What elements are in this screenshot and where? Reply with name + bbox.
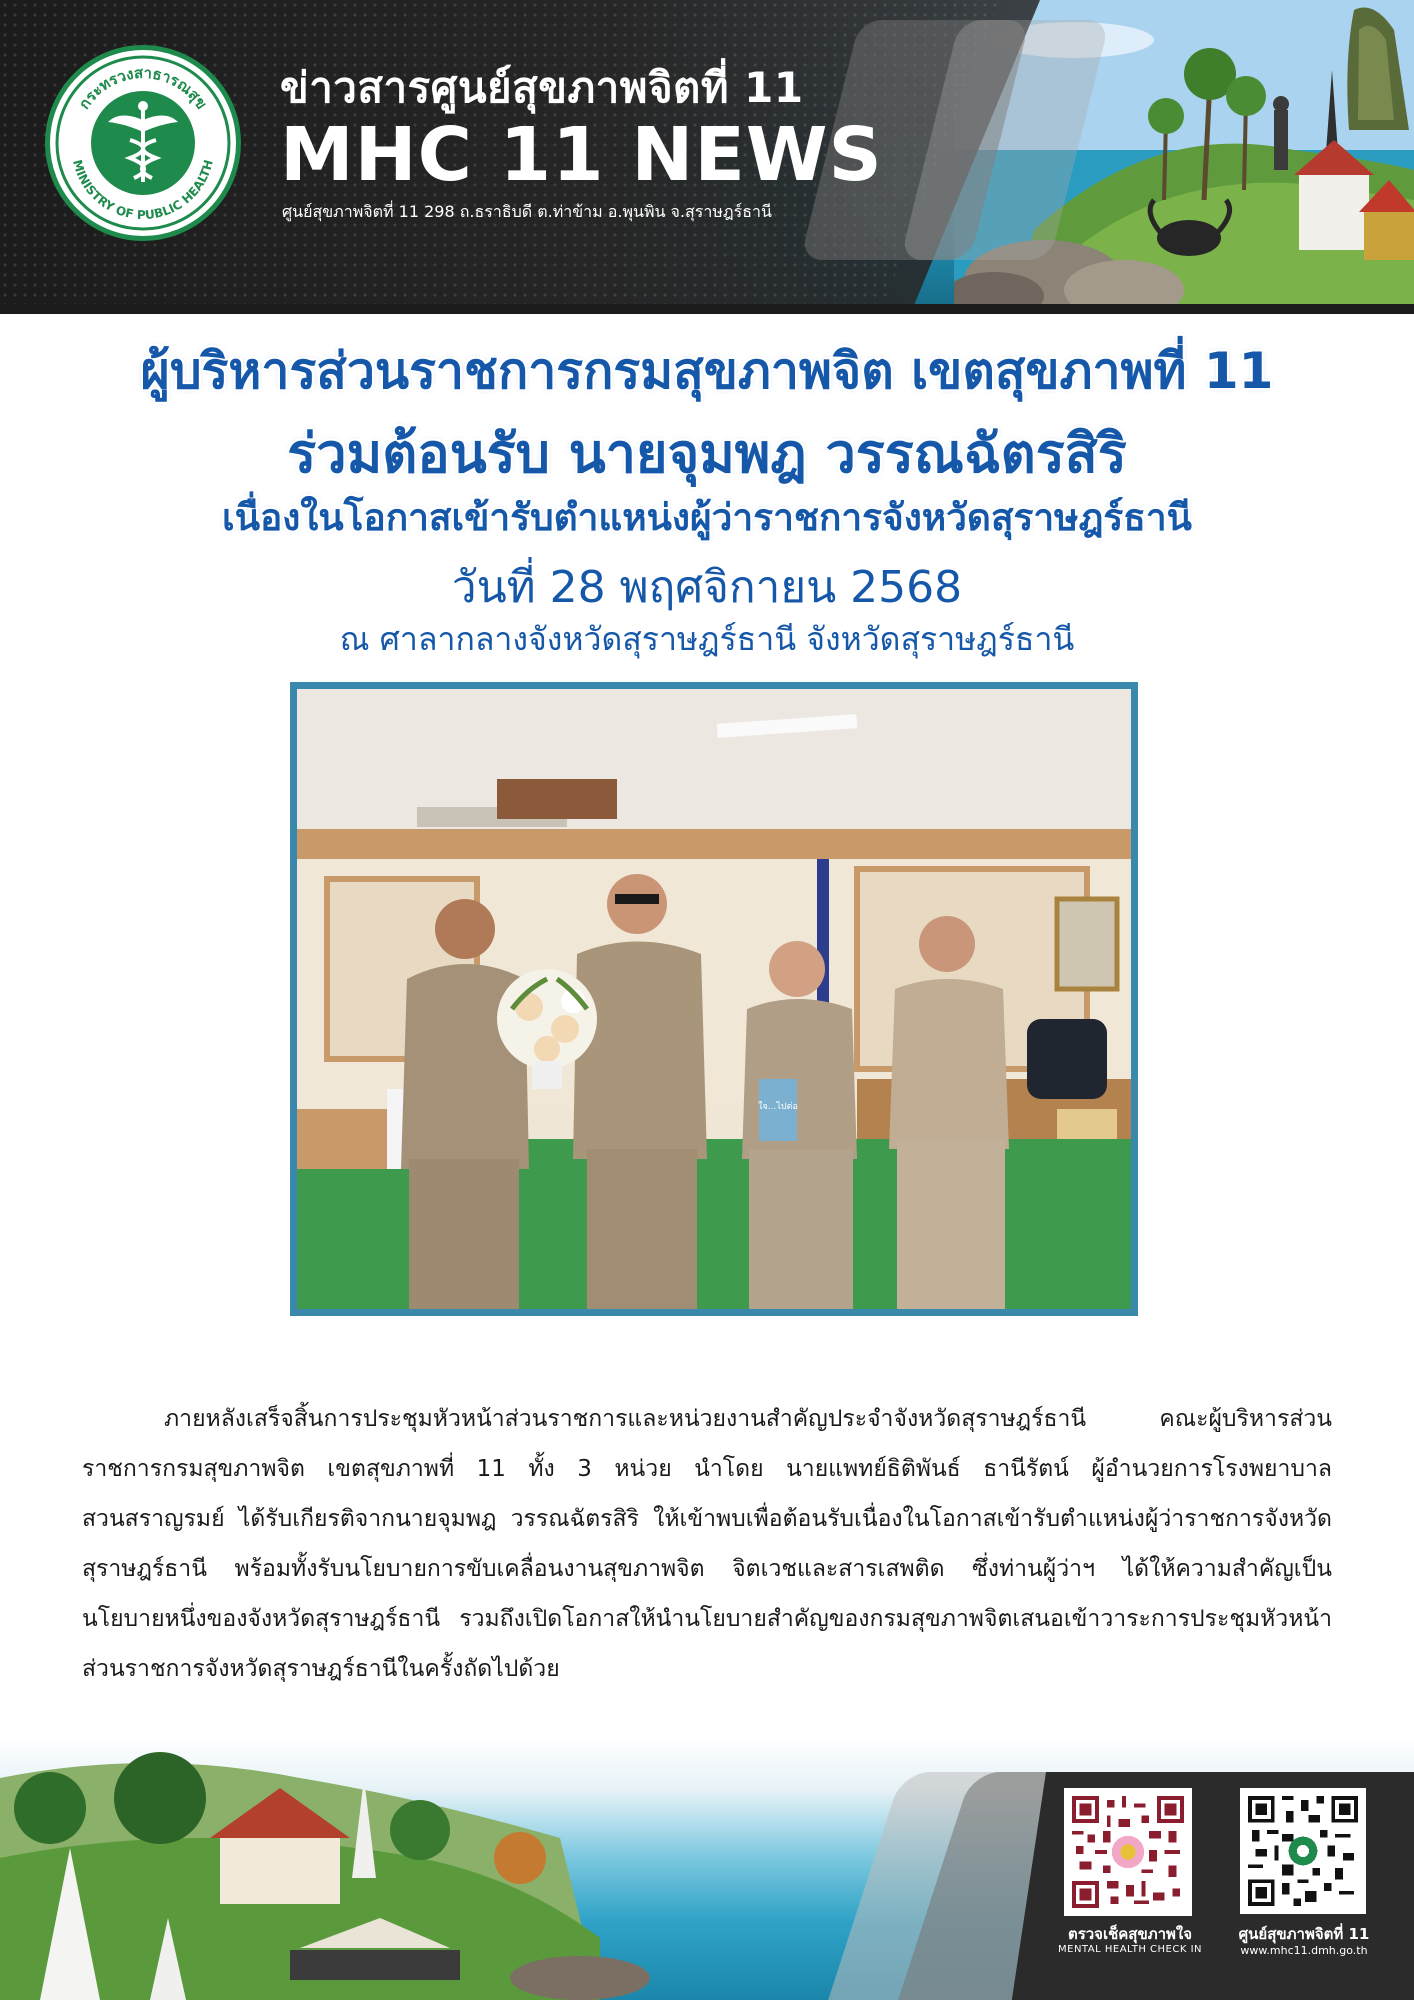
headline-line-1: ผู้บริหารส่วนราชการกรมสุขภาพจิต เขตสุขภาพที่ 11: [140, 342, 1274, 400]
event-date: วันที่ 28 พฤศจิกายน 2568: [451, 562, 963, 613]
header-bottom-bar: [0, 304, 1414, 314]
center-address: ศูนย์สุขภาพจิตที่ 11 298 ถ.ธราธิบดี ต.ท่าข้าม อ.พุนพิน จ.สุราษฎร์ธานี: [282, 202, 772, 221]
ministry-logo: [45, 45, 241, 241]
logo-top-text: กระทรวงสาธารณสุข: [75, 63, 211, 113]
book-cover-text: ใจ...ไปต่อ: [758, 1102, 798, 1112]
qr-code-icon: [1072, 1796, 1184, 1908]
qr2-caption: ศูนย์สุขภาพจิตที่ 11: [1238, 1925, 1370, 1943]
qr2-subcaption: www.mhc11.dmh.go.th: [1240, 1944, 1368, 1957]
newsletter-title-en: MHC 11 NEWS: [280, 112, 883, 198]
logo-bottom-text: MINISTRY OF PUBLIC HEALTH: [70, 158, 216, 223]
news-body-paragraph: ภายหลังเสร็จสิ้นการประชุมหัวหน้าส่วนราชการและหน่วยงานสำคัญประจำจังหวัดสุราษฎร์ธานี คณะผู้บริหารส่วนราชการกรมสุขภาพจิต เขตสุขภาพที่ 11 ทั้ง 3 หน่วย นำโดย นายแพทย์ธิติพันธ์ ธานีรัตน์ ผู้อำนวยการโรงพยาบาลสวนสราญรมย์ ได้รับเกียรติจากนายจุมพฎ วรรณฉัตรสิริ ให้เข้าพบเพื่อต้อนรับเนื่องในโอกาสเข้ารับตำแหน่งผู้ว่าราชการจังหวัดสุราษฎร์ธานี พร้อมทั้งรับนโยบายการขับเคลื่อนงานสุขภาพจิต จิตเวชและสารเสพติด ซึ่งท่านผู้ว่าฯ ได้ให้ความสำคัญเป็นนโยบายหนึ่งของจังหวัดสุราษฎร์ธานี รวมถึงเปิดโอกาสให้นำนโยบายสำคัญของกรมสุขภาพจิตเสนอเข้าวาระการประชุมหัวหน้าส่วนราชการจังหวัดสุราษฎร์ธานีในครั้งถัดไปด้วย: [82, 1406, 1332, 1682]
footer-scenery: [0, 1738, 700, 2000]
qr1-subcaption: MENTAL HEALTH CHECK IN: [1058, 1944, 1202, 1955]
newsletter-title-thai: ข่าวสารศูนย์สุขภาพจิตที่ 11: [280, 63, 804, 112]
footer-banner: [0, 1738, 1414, 2000]
headline-line-2: ร่วมต้อนรับ นายจุมพฎ วรรณฉัตรสิริ: [287, 422, 1127, 485]
event-venue: ณ ศาลากลางจังหวัดสุราษฎร์ธานี จังหวัดสุราษฎร์ธานี: [339, 620, 1075, 658]
caduceus-icon: [50, 50, 236, 236]
headline-line-3: เนื่องในโอกาสเข้ารับตำแหน่งผู้ว่าราชการจังหวัดสุราษฎร์ธานี: [222, 496, 1192, 539]
qr-code-icon: [1248, 1796, 1358, 1906]
photo-illustration: [297, 689, 1131, 1309]
mhc11-website-qr[interactable]: [1240, 1788, 1366, 1914]
event-photo: [290, 682, 1138, 1316]
qr1-caption: ตรวจเช็คสุขภาพใจ: [1067, 1925, 1193, 1943]
mental-health-check-qr[interactable]: [1064, 1788, 1192, 1916]
